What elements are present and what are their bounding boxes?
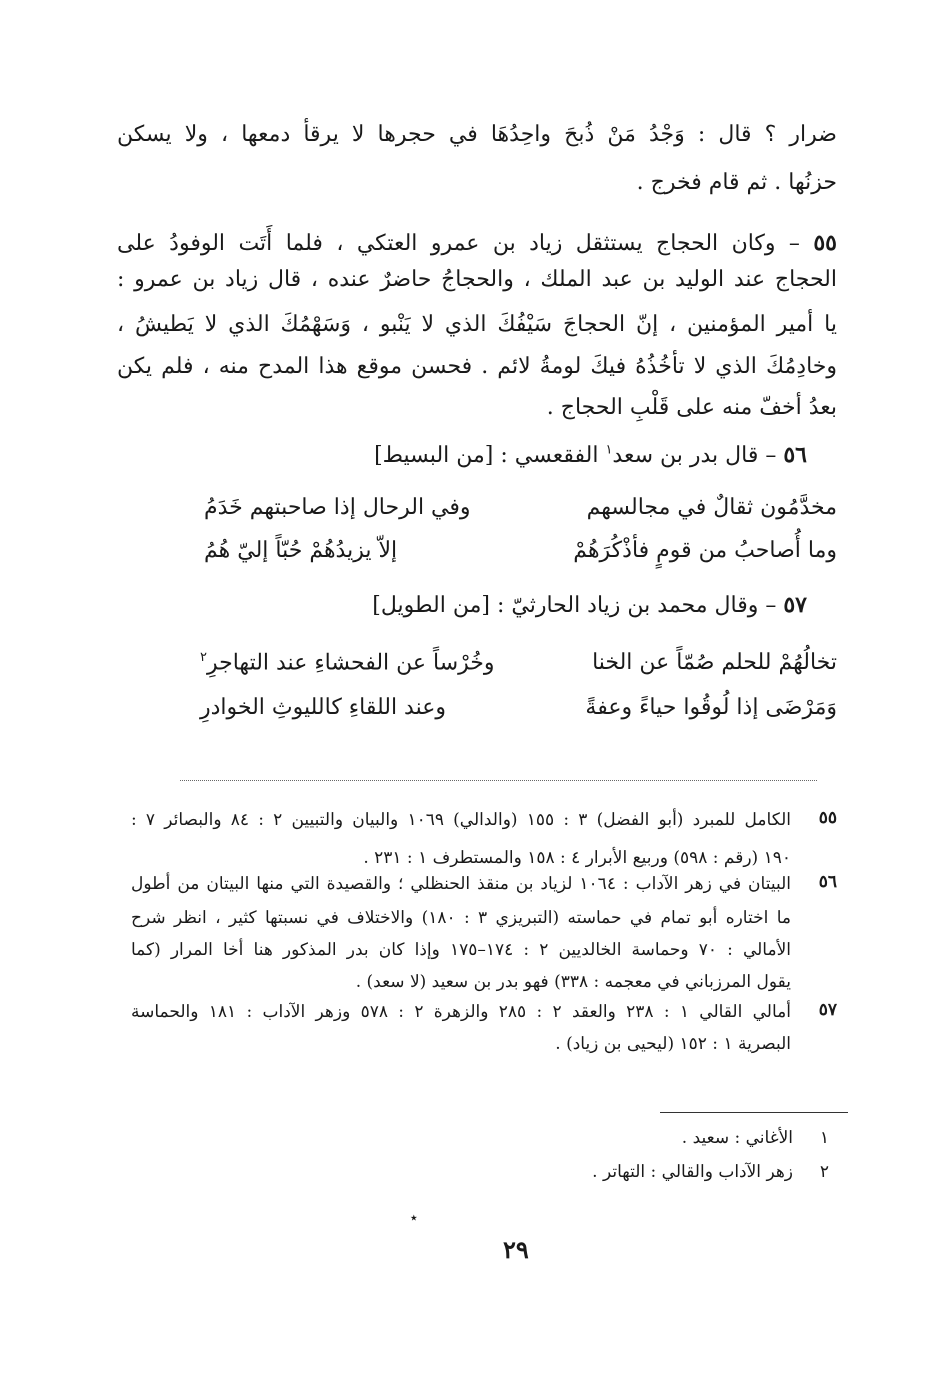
reference-line: البيتان في زهر الآداب : ١٠٦٤ لزياد بن منقذ الحنظلي ؛ والقصيدة التي منها البيتان من أطول bbox=[131, 874, 791, 894]
verse-hemistich-left: وعند اللقاءِ كالليوثِ الخوادرِ bbox=[200, 695, 446, 720]
meter-label: [من البسيط] bbox=[374, 443, 494, 468]
reference-label: ٥٥ bbox=[818, 808, 837, 828]
entry-55-first-line bbox=[117, 228, 837, 259]
entry-57-heading bbox=[372, 592, 807, 618]
reference-line: الكامل للمبرد (أبو الفضل) ٣ : ١٥٥ (والدالي) ١٠٦٩ والبيان والتبيين ٢ : ٨٤ والبصائر ٧ : bbox=[131, 810, 791, 830]
footnote-marker: ٢ bbox=[200, 650, 207, 665]
verse-hemistich-right: تخالُهُمْ للحلم صُمّاً عن الخنا bbox=[592, 650, 837, 675]
reference-label: ٥٦ bbox=[818, 872, 837, 892]
ornament-mark: ٭ bbox=[410, 1210, 418, 1226]
footnote-label: ٢ bbox=[819, 1162, 829, 1182]
prose-line: وخادِمُكَ الذي لا تأخُذُهُ فيكَ لومةُ لائم . فحسن موقع هذا المدح منه ، فلم يكن bbox=[117, 354, 837, 379]
page-number: ٢٩ bbox=[503, 1235, 529, 1264]
verse-hemistich-right: وَمَرْضَى إذا لُوقُوا حياءً وعفةً bbox=[585, 695, 837, 720]
prose-line: ضرار ؟ قال : وَجْدُ مَنْ ذُبحَ واحِدُهَا في حجرها لا يرقأ دمعها ، ولا يسكن bbox=[117, 122, 837, 147]
entry-number: ٥٧ bbox=[783, 592, 807, 618]
verse-hemistich-right: مخدَّمُون ثقالٌ في مجالسهم bbox=[586, 495, 837, 520]
footnote-label: ١ bbox=[819, 1128, 829, 1148]
prose-line: بعدُ أخفّ منه على قَلْبِ الحجاج . bbox=[546, 395, 837, 420]
reference-line: ١٩٠ (رقم : ٥٩٨) وربيع الأبرار ٤ : ١٥٨ والمستطرف ١ : ٢٣١ . bbox=[363, 848, 791, 868]
reference-line: البصرية ١ : ١٥٢ (ليحيى بن زياد) . bbox=[555, 1034, 791, 1054]
verse-hemistich-left: وفي الرحال إذا صاحبتهم خَدَمُ bbox=[204, 495, 471, 520]
prose-line: الحجاج عند الوليد بن عبد الملك ، والحجاجُ حاضرٌ عنده ، قال زياد بن عمرو : bbox=[117, 267, 837, 292]
verse-text: وخُرْساً عن الفحشاءِ عند التهاجرِ bbox=[206, 650, 495, 676]
entry-intro: – وقال محمد بن زياد الحارثيّ : bbox=[496, 593, 777, 618]
entry-text: – وكان الحجاج يستثقل زياد بن عمرو العتكي ، فلما أَتَت الوفودُ على bbox=[117, 231, 800, 256]
references-separator bbox=[180, 780, 817, 781]
footnote-text: زهر الآداب والقالي : التهاتر . bbox=[592, 1162, 793, 1182]
entry-number: ٥٦ bbox=[783, 442, 807, 468]
verse-hemistich-right: وما أُصاحبُ من قومٍ فأذْكُرَهُمْ bbox=[573, 538, 837, 563]
reference-line: ما اختاره أبو تمام في حماسته (التبريزي ٣ : ١٨٠) والاختلاف في نسبتها كثير ، انظر شرح bbox=[131, 908, 791, 928]
reference-line: الأمالي : ٧٠ وحماسة الخالديين ٢ : ١٧٤–١٧٥ وإذا كان بدر المذكور هنا أخا المرار (كما bbox=[131, 940, 792, 960]
reference-label: ٥٧ bbox=[818, 1000, 837, 1020]
reference-line: يقول المرزباني في معجمه : ٣٣٨) فهو بدر بن سعيد (لا سعد) . bbox=[355, 972, 791, 992]
footnote-text: الأغاني : سعيد . bbox=[681, 1128, 793, 1148]
reference-line: أمالي القالي ١ : ٢٣٨ والعقد ٢ : ٢٨٥ والزهرة ٢ : ٥٧٨ وزهر الآداب : ١٨١ والحماسة bbox=[131, 1002, 791, 1022]
entry-intro-rest: الفقعسي : bbox=[500, 443, 599, 468]
meter-label: [من الطويل] bbox=[372, 593, 490, 618]
footnotes-separator bbox=[660, 1112, 848, 1113]
entry-56-heading bbox=[374, 442, 807, 468]
footnote-marker: ١ bbox=[605, 442, 613, 458]
entry-intro: – قال بدر بن سعد bbox=[612, 443, 777, 468]
prose-line: حزنُها . ثم قام فخرج . bbox=[636, 170, 837, 195]
verse-hemistich-left: إلاّ يزيدُهُمْ حُبّاً إليّ هُمُ bbox=[204, 538, 398, 563]
verse-hemistich-left bbox=[200, 650, 495, 675]
prose-line: يا أمير المؤمنين ، إنّ الحجاجَ سَيْفُكَ الذي لا يَنْبو ، وَسَهْمُكَ الذي لا يَطيشُ ، bbox=[117, 312, 837, 337]
entry-number: ٥٥ bbox=[813, 230, 837, 256]
